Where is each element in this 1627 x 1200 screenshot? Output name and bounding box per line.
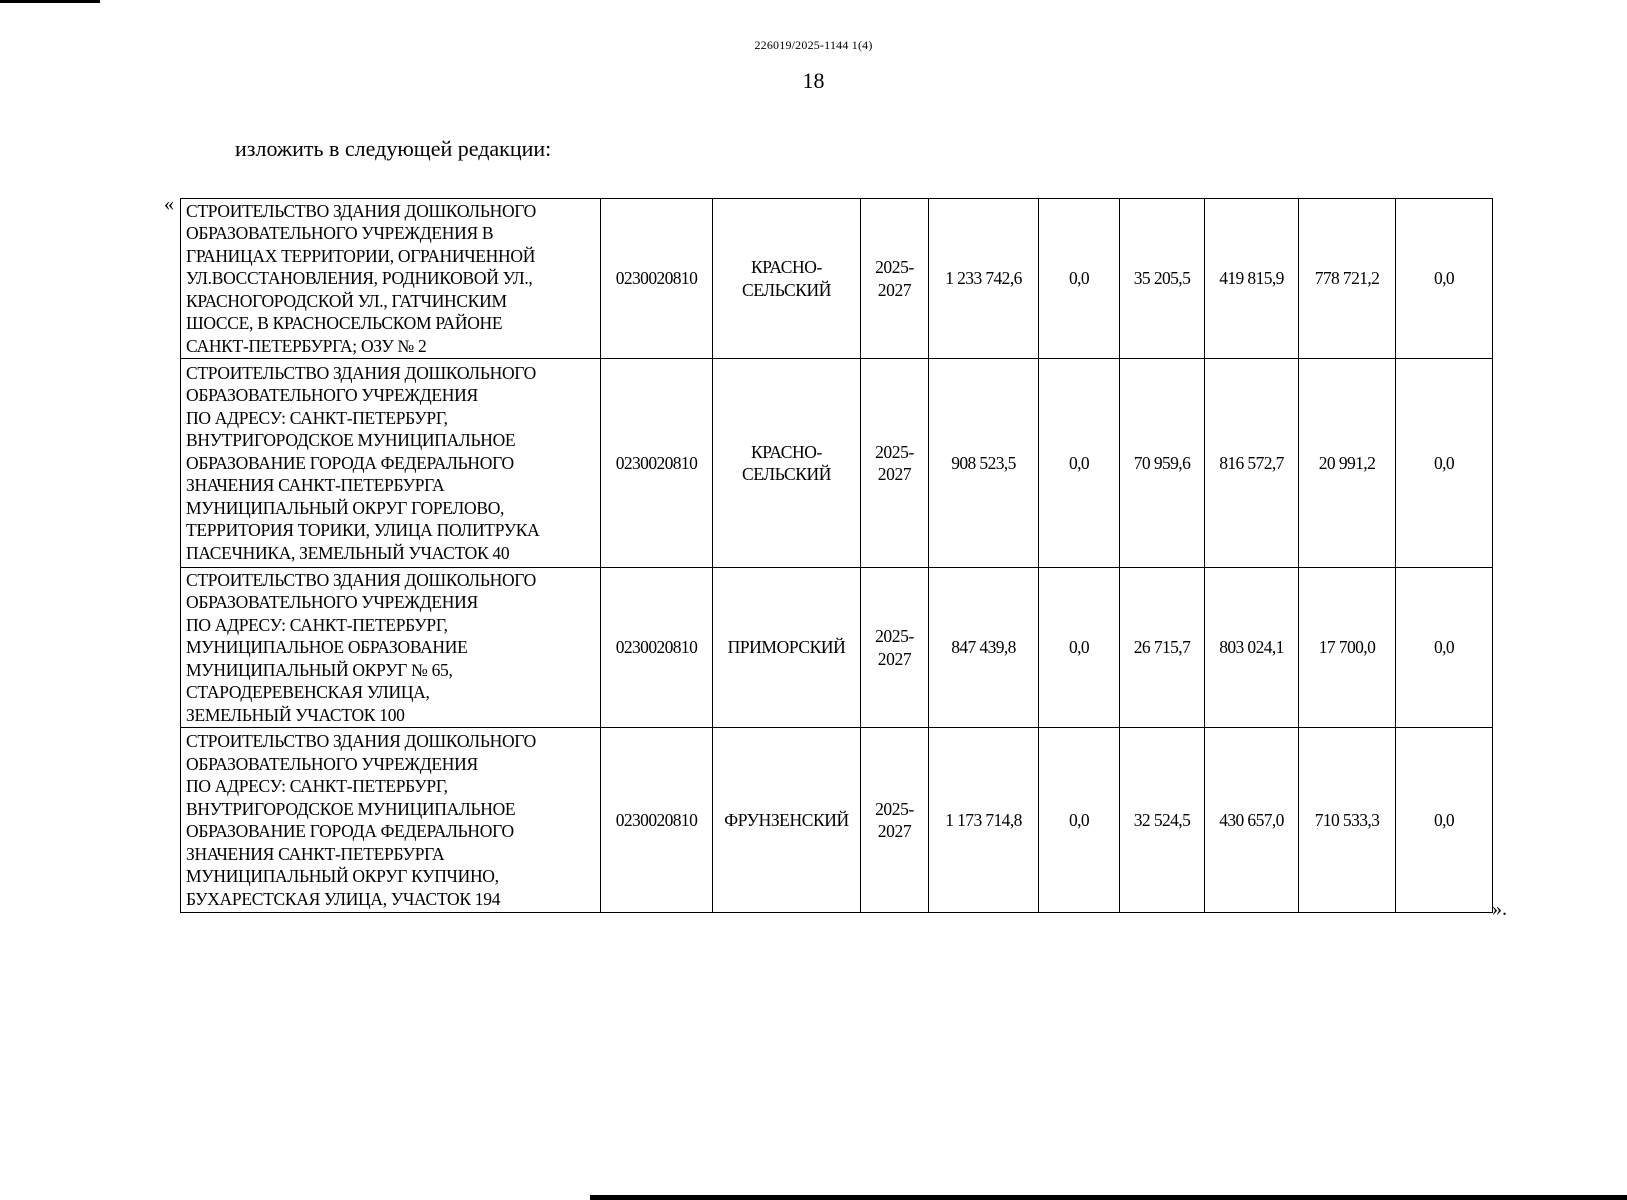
object-name-cell-line: ЗНАЧЕНИЯ САНКТ-ПЕТЕРБУРГА <box>186 843 445 864</box>
object-name-cell <box>181 568 601 728</box>
value-cell-1: 0,0 <box>1039 359 1120 568</box>
object-name-cell-line: ПО АДРЕСУ: САНКТ-ПЕТЕРБУРГ, <box>186 614 448 635</box>
scan-edge-top <box>0 0 100 3</box>
district-cell-line: ФРУНЗЕНСКИЙ <box>724 809 849 830</box>
value-cell-5: 0,0 <box>1396 199 1493 359</box>
value-cell-3: 803 024,1 <box>1205 568 1299 728</box>
period-cell <box>861 568 929 728</box>
value-cell-4: 20 991,2 <box>1299 359 1396 568</box>
period-cell-line: 2027 <box>877 279 912 300</box>
object-name-cell-line: МУНИЦИПАЛЬНЫЙ ОКРУГ № 65, <box>186 659 453 680</box>
object-name-cell-line: ВНУТРИГОРОДСКОЕ МУНИЦИПАЛЬНОЕ <box>186 798 516 819</box>
object-name-cell <box>181 359 601 568</box>
object-name-cell-line: ОБРАЗОВАТЕЛЬНОГО УЧРЕЖДЕНИЯ В <box>186 223 494 244</box>
object-name-cell-line: ОБРАЗОВАТЕЛЬНОГО УЧРЕЖДЕНИЯ <box>186 753 478 774</box>
object-name-cell-line: МУНИЦИПАЛЬНЫЙ ОКРУГ ГОРЕЛОВО, <box>186 497 505 518</box>
object-name-cell-line: ПО АДРЕСУ: САНКТ-ПЕТЕРБУРГ, <box>186 407 448 428</box>
object-name-cell-line: СТРОИТЕЛЬСТВО ЗДАНИЯ ДОШКОЛЬНОГО <box>186 731 537 751</box>
total-cost-cell: 908 523,5 <box>929 359 1039 568</box>
object-name-cell-line: ВНУТРИГОРОДСКОЕ МУНИЦИПАЛЬНОЕ <box>186 430 516 451</box>
object-name-cell-line: МУНИЦИПАЛЬНОЕ ОБРАЗОВАНИЕ <box>186 637 468 658</box>
district-cell <box>713 728 861 913</box>
district-cell-line: ПРИМОРСКИЙ <box>727 637 846 658</box>
table-row <box>181 199 1493 359</box>
object-name-cell-line: ПО АДРЕСУ: САНКТ-ПЕТЕРБУРГ, <box>186 776 448 796</box>
target-code-cell: 0230020810 <box>601 568 713 728</box>
value-cell-1: 0,0 <box>1039 568 1120 728</box>
object-name-cell-line: ОБРАЗОВАНИЕ ГОРОДА ФЕДЕРАЛЬНОГО <box>186 821 514 841</box>
value-cell-3: 419 815,9 <box>1205 199 1299 359</box>
object-name-cell-line: ПАСЕЧНИКА, ЗЕМЕЛЬНЫЙ УЧАСТОК 40 <box>186 542 510 563</box>
period-cell <box>861 728 929 913</box>
object-name-cell <box>181 199 601 359</box>
closing-quote: ». <box>1492 898 1507 920</box>
value-cell-1: 0,0 <box>1039 728 1120 913</box>
value-cell-2: 26 715,7 <box>1120 568 1205 728</box>
district-cell-line: СЕЛЬСКИЙ <box>741 464 832 484</box>
table-row <box>181 568 1493 728</box>
value-cell-2: 32 524,5 <box>1120 728 1205 913</box>
object-name-cell-line: ШОССЕ, В КРАСНОСЕЛЬСКОМ РАЙОНЕ <box>186 313 503 334</box>
object-name-cell-line: ЗЕМЕЛЬНЫЙ УЧАСТОК 100 <box>186 704 405 725</box>
object-name-cell-line: ОБРАЗОВАТЕЛЬНОГО УЧРЕЖДЕНИЯ <box>186 385 478 406</box>
target-code-cell: 0230020810 <box>601 199 713 359</box>
object-name-cell <box>181 728 601 913</box>
document-number: 226019/2025-1144 1(4) <box>754 38 873 52</box>
district-cell <box>713 359 861 568</box>
object-name-cell-line: ОБРАЗОВАТЕЛЬНОГО УЧРЕЖДЕНИЯ <box>186 592 478 613</box>
object-name-cell-line: САНКТ-ПЕТЕРБУРГА; ОЗУ № 2 <box>186 335 427 356</box>
object-name-cell-line: ТЕРРИТОРИЯ ТОРИКИ, УЛИЦА ПОЛИТРУКА <box>186 520 540 541</box>
target-code-cell: 0230020810 <box>601 359 713 568</box>
table-body <box>181 199 1493 913</box>
district-cell-line: КРАСНО- <box>751 441 822 462</box>
construction-table <box>180 198 1493 913</box>
value-cell-2: 35 205,5 <box>1120 199 1205 359</box>
table-row <box>181 728 1493 913</box>
period-cell <box>861 199 929 359</box>
value-cell-5: 0,0 <box>1396 728 1493 913</box>
district-cell-line: КРАСНО- <box>751 257 822 277</box>
value-cell-3: 430 657,0 <box>1205 728 1299 913</box>
period-cell-line: 2025- <box>875 441 914 462</box>
value-cell-5: 0,0 <box>1396 359 1493 568</box>
period-cell-line: 2025- <box>875 798 914 819</box>
object-name-cell-line: БУХАРЕСТСКАЯ УЛИЦА, УЧАСТОК 194 <box>186 888 501 909</box>
object-name-cell-line: УЛ.ВОССТАНОВЛЕНИЯ, РОДНИКОВОЙ УЛ., <box>186 268 533 289</box>
scan-edge-bottom <box>590 1195 1627 1200</box>
object-name-cell-line: ОБРАЗОВАНИЕ ГОРОДА ФЕДЕРАЛЬНОГО <box>186 452 514 473</box>
target-code-cell: 0230020810 <box>601 728 713 913</box>
value-cell-4: 710 533,3 <box>1299 728 1396 913</box>
value-cell-4: 778 721,2 <box>1299 199 1396 359</box>
object-name-cell-line: ЗНАЧЕНИЯ САНКТ-ПЕТЕРБУРГА <box>186 475 445 496</box>
period-cell-line: 2027 <box>877 648 912 669</box>
period-cell-line: 2025- <box>875 626 914 646</box>
page-number: 18 <box>802 68 825 93</box>
total-cost-cell: 1 233 742,6 <box>929 199 1039 359</box>
object-name-cell-line: СТАРОДЕРЕВЕНСКАЯ УЛИЦА, <box>186 682 430 703</box>
object-name-cell-line: СТРОИТЕЛЬСТВО ЗДАНИЯ ДОШКОЛЬНОГО <box>186 569 537 590</box>
district-cell <box>713 199 861 359</box>
district-cell <box>713 568 861 728</box>
table-row <box>181 359 1493 568</box>
total-cost-cell: 847 439,8 <box>929 568 1039 728</box>
period-cell-line: 2027 <box>877 821 912 841</box>
period-cell-line: 2027 <box>877 464 912 484</box>
value-cell-4: 17 700,0 <box>1299 568 1396 728</box>
district-cell-line: СЕЛЬСКИЙ <box>741 279 832 300</box>
object-name-cell-line: КРАСНОГОРОДСКОЙ УЛ., ГАТЧИНСКИМ <box>186 290 507 311</box>
intro-text: изложить в следующей редакции: <box>235 136 552 161</box>
value-cell-3: 816 572,7 <box>1205 359 1299 568</box>
value-cell-5: 0,0 <box>1396 568 1493 728</box>
object-name-cell-line: ГРАНИЦАХ ТЕРРИТОРИИ, ОГРАНИЧЕННОЙ <box>186 245 536 266</box>
total-cost-cell: 1 173 714,8 <box>929 728 1039 913</box>
opening-quote: « <box>164 193 174 215</box>
period-cell <box>861 359 929 568</box>
value-cell-2: 70 959,6 <box>1120 359 1205 568</box>
object-name-cell-line: СТРОИТЕЛЬСТВО ЗДАНИЯ ДОШКОЛЬНОГО <box>186 200 537 221</box>
object-name-cell-line: СТРОИТЕЛЬСТВО ЗДАНИЯ ДОШКОЛЬНОГО <box>186 362 537 383</box>
object-name-cell-line: МУНИЦИПАЛЬНЫЙ ОКРУГ КУПЧИНО, <box>186 866 499 886</box>
value-cell-1: 0,0 <box>1039 199 1120 359</box>
period-cell-line: 2025- <box>875 257 914 277</box>
